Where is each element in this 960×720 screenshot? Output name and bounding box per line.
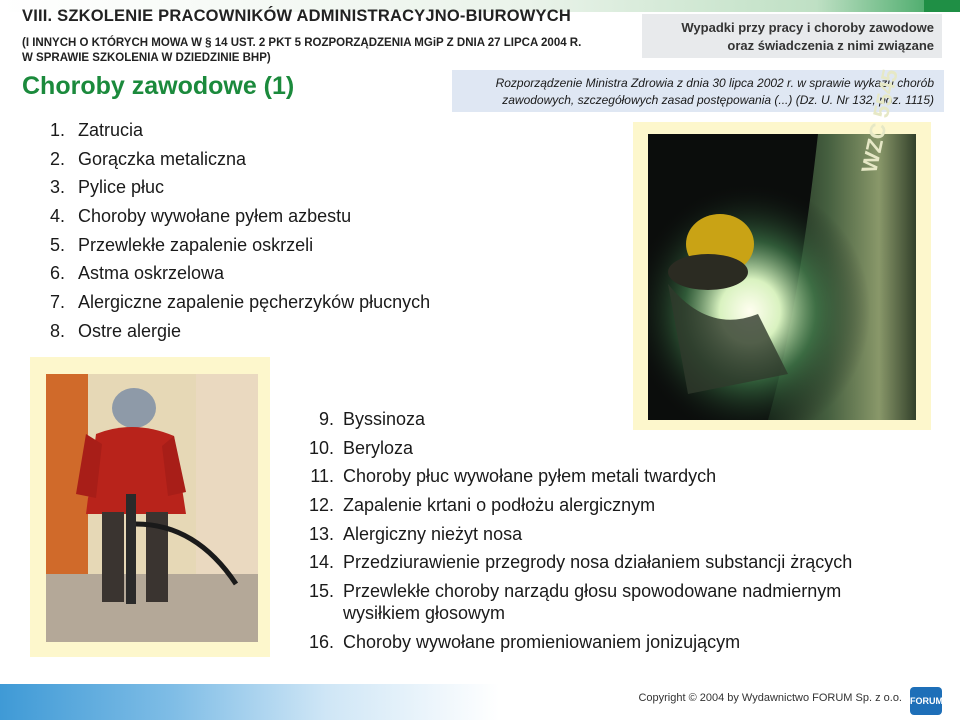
- list-item-text: Ostre alergie: [78, 320, 182, 341]
- chapter-subtitle: [22, 36, 582, 66]
- section-line-1: Wypadki przy pracy i choroby zawodowe: [681, 20, 934, 35]
- forum-logo: FORUM: [910, 687, 942, 715]
- subtitle-line-1: (I INNYCH O KTÓRYCH MOWA W § 14 UST. 2 PKT 5 ROZPORZĄDZENIA MGiP Z DNIA 27 LIPCA 2004 R.: [22, 37, 582, 49]
- section-label-box: [642, 14, 942, 58]
- list-item-text: Astma oskrzelowa: [78, 263, 225, 284]
- copyright-notice: Copyright © 2004 by Wydawnictwo FORUM Sp. z o.o.: [638, 692, 902, 704]
- list-item: [50, 317, 430, 346]
- list-item: [50, 116, 430, 145]
- list-item-text: Pylice płuc: [78, 177, 165, 198]
- list-item-text: Przewlekłe choroby narządu głosu spowodowane nadmiernym wysiłkiem głosowym: [343, 581, 842, 624]
- list-item-text: Przewlekłe zapalenie oskrzeli: [78, 234, 314, 255]
- list-item-text: Alergiczny nieżyt nosa: [343, 523, 523, 544]
- list-item: [302, 551, 922, 573]
- list-item-number: 4.: [50, 206, 66, 227]
- list-item: [50, 288, 430, 317]
- list-item-number: 15.: [308, 581, 334, 602]
- section-line-2: oraz świadczenia z nimi związane: [727, 38, 934, 53]
- list-item: [302, 437, 922, 459]
- list-item: [302, 580, 922, 624]
- disease-list-part-2: [302, 408, 922, 660]
- list-item-number: 16.: [308, 631, 334, 652]
- list-item-number: 7.: [50, 292, 66, 313]
- subtitle-line-2: W SPRAWIE SZKOLENIA W DZIEDZINIE BHP): [22, 52, 271, 64]
- regulation-line-1: Rozporządzenie Ministra Zdrowia z dnia 30 lipca 2002 r. w sprawie wykazu chorób: [495, 76, 934, 90]
- list-item: [50, 259, 430, 288]
- page-title: Choroby zawodowe (1): [22, 72, 295, 100]
- chapter-title: VIII. SZKOLENIE PRACOWNIKÓW ADMINISTRACYJNO-BIUROWYCH: [22, 7, 571, 25]
- list-item-number: 3.: [50, 177, 66, 198]
- list-item-text: Choroby wywołane pyłem azbestu: [78, 206, 352, 227]
- list-item: [50, 202, 430, 231]
- list-item: [302, 408, 922, 430]
- list-item: [302, 631, 922, 653]
- list-item-text: Beryloza: [343, 437, 414, 458]
- list-item-text: Zapalenie krtani o podłożu alergicznym: [343, 495, 656, 516]
- list-item-number: 6.: [50, 263, 66, 284]
- list-item-text: Byssinoza: [343, 409, 426, 429]
- list-item-text: Zatrucia: [78, 120, 144, 140]
- list-item: [302, 465, 922, 487]
- list-item-number: 11.: [310, 466, 334, 487]
- list-item-text: Gorączka metaliczna: [78, 148, 247, 169]
- list-item-number: 14.: [308, 552, 334, 573]
- list-item-number: 5.: [50, 234, 66, 255]
- disease-list-part-1: [50, 116, 430, 346]
- list-item-text: Choroby wywołane promieniowaniem jonizującym: [343, 631, 741, 652]
- list-item-number: 13.: [308, 523, 334, 544]
- list-item-number: 9.: [318, 409, 334, 429]
- pipe-marking-text: WZC 5545: [856, 66, 903, 176]
- list-item: [50, 231, 430, 260]
- header-accent-strip: [924, 0, 960, 12]
- list-item: [302, 494, 922, 516]
- list-item-number: 12.: [308, 495, 334, 516]
- list-item: [50, 173, 430, 202]
- list-item: [302, 523, 922, 545]
- regulation-line-2: zawodowych, szczegółowych zasad postępowania (...) (Dz. U. Nr 132, poz. 1115): [502, 93, 934, 107]
- list-item-text: Alergiczne zapalenie pęcherzyków płucnych: [78, 292, 431, 313]
- jackhammer-worker-photo: [46, 374, 258, 642]
- list-item-text: Przedziurawienie przegrody nosa działaniem substancji żrących: [343, 552, 853, 573]
- list-item-number: 1.: [50, 120, 66, 140]
- list-item-text: Choroby płuc wywołane pyłem metali twardych: [343, 466, 717, 487]
- list-item: [50, 145, 430, 174]
- list-item-number: 8.: [50, 320, 66, 341]
- list-item-number: 2.: [50, 148, 66, 169]
- list-item-number: 10.: [308, 437, 334, 458]
